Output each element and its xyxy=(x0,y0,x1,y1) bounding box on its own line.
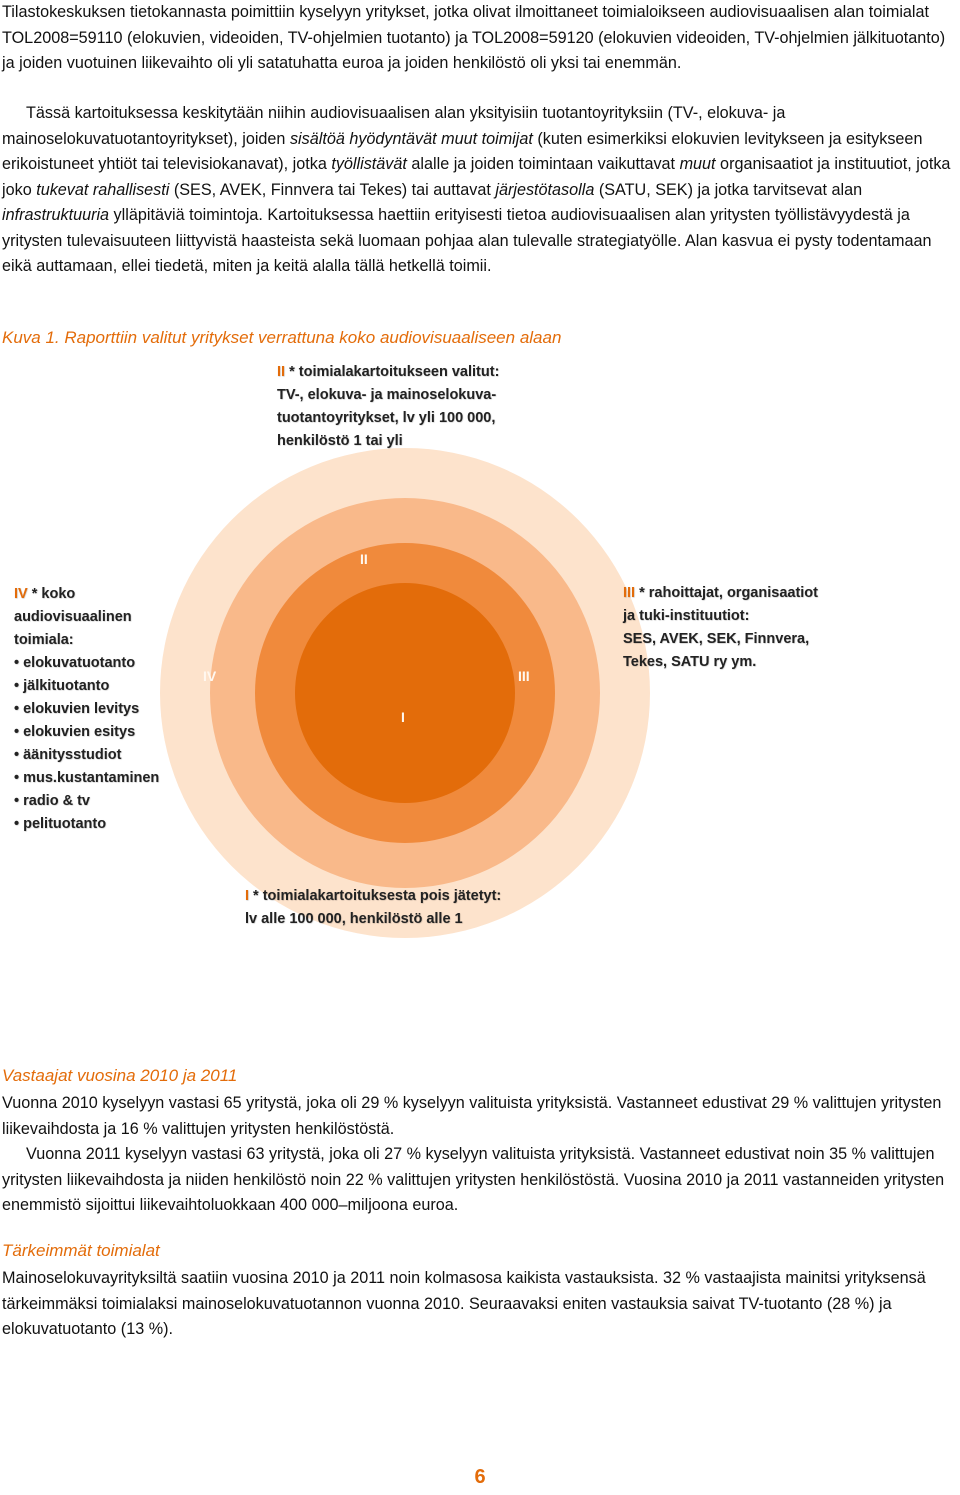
vastaajat-paragraph-1: Vuonna 2010 kyselyyn vastasi 65 yritystä, joka oli 29 % kyselyyn valituista yrityksistä. Vastanneet edustivat 29 % valittujen yritysten liikevaihdosta ja 16 % valittujen yritysten henkilöstöstä. xyxy=(2,1094,942,1138)
label-text: * toimialakartoituksesta pois jätetyt: xyxy=(249,888,502,904)
emphasis: järjestötasolla xyxy=(495,180,595,199)
label-i-line: lv alle 100 000, henkilöstö alle 1 xyxy=(245,911,463,927)
label-iii-line: SES, AVEK, SEK, Finnvera, xyxy=(623,631,810,647)
label-text: * koko xyxy=(27,586,76,602)
emphasis: työllistävät xyxy=(331,155,407,173)
label-iv-title xyxy=(14,583,159,606)
vastaajat-body xyxy=(2,1091,958,1219)
text-run: alalle ja joiden toimintaan vaikuttavat xyxy=(406,155,680,173)
emphasis: tukevat rahallisesti xyxy=(36,180,170,199)
label-text: * toimialakartoitukseen valitut: xyxy=(285,364,500,380)
list-item: • pelituotanto xyxy=(14,813,159,836)
figure-caption: Kuva 1. Raporttiin valitut yritykset verrattuna koko audiovisuaaliseen alaan xyxy=(2,328,562,347)
label-num: III xyxy=(623,585,636,601)
label-num: I xyxy=(245,888,250,904)
label-ii-line: tuotantoyritykset, lv yli 100 000, xyxy=(277,410,496,426)
ring-i xyxy=(295,583,515,803)
section-heading-toimialat: Tärkeimmät toimialat xyxy=(2,1241,160,1260)
text-run: (kuten esimerkiksi elokuvien levitykseen ja esitykseen erikoistuneet yhtiöt tai televisiokanavat), jotka xyxy=(2,129,923,173)
intro-paragraph-1: Tilastokeskuksen tietokannasta poimittiin kyselyyn yritykset, jotka olivat ilmoittaneet toimialoikseen audiovisuaalisen alan toimialat TOL2008=59110 (elokuvien, videoiden, TV-ohjelmien tuotanto) ja TOL2008=59120 (elokuvien videoiden, TV-ohjelmien jälkituotanto) ja joiden vuotuinen liikevaihto oli yli satatuhatta euroa ja joiden henkilöstö oli yksi tai enemmän. xyxy=(2,3,946,72)
ring-diagram xyxy=(0,355,960,945)
label-ii-line: henkilöstö 1 tai yli xyxy=(277,433,403,449)
label-num: IV xyxy=(14,586,28,602)
list-item: • jälkituotanto xyxy=(14,675,159,698)
ring-label-iv: IV xyxy=(203,668,217,684)
text-run: Tässä kartoituksessa keskitytään niihin audiovisuaalisen alan yksityisiin tuotantoyrityksiin (TV-, elokuva- ja mainoselokuvatuotantoyritykset), joiden xyxy=(2,104,786,148)
page-number: 6 xyxy=(474,1466,486,1488)
label-num: II xyxy=(277,364,286,380)
list-item: • äänitysstudiot xyxy=(14,744,159,767)
label-ii-title xyxy=(277,361,499,384)
vastaajat-paragraph-2: Vuonna 2011 kyselyyn vastasi 63 yritystä, joka oli 27 % kyselyyn valituista yrityksistä. Vastanneet edustivat noin 35 % valittujen yritysten liikevaihdosta ja niiden henkilöstö noin 22 % valittujen yritysten henkilöstöstä. Vuosina 2010 ja 2011 vastanneiden yritysten enemmistö sijoittui liikevaihtoluokkaan 400 000–miljoona euroa. xyxy=(2,1145,945,1214)
label-ii xyxy=(277,361,499,453)
intro-paragraph-2 xyxy=(2,101,958,280)
list-item: • radio & tv xyxy=(14,790,159,813)
label-iii xyxy=(623,582,818,674)
text-run: (SATU, SEK) ja jotka tarvitsevat alan xyxy=(594,180,863,199)
text-run: (SES, AVEK, Finnvera tai Tekes) tai auttavat xyxy=(169,180,496,199)
emphasis: sisältöä hyödyntävät muut toimijat xyxy=(289,129,533,148)
label-iv-line: audiovisuaalinen xyxy=(14,609,132,625)
label-ii-line: TV-, elokuva- ja mainoselokuva- xyxy=(277,387,497,403)
label-iii-title xyxy=(623,582,818,605)
list-item: • elokuvatuotanto xyxy=(14,652,159,675)
text-run: organisaatiot ja instituutiot, jotka joko xyxy=(2,155,951,199)
text-run: ylläpitäviä toimintoja. Kartoituksessa haettiin erityisesti tietoa audiovisuaalisen alan yritysten työllistävyydestä ja yritysten tulevaisuuteen liittyvistä haasteista sekä luomaan pohjaa alan tulevalle strategiatyölle. Alan kasvua ei pysty todentamaan eikä auttamaan, ellei tiedetä, miten ja keitä alalla tällä hetkellä toimii. xyxy=(2,206,932,275)
label-iv-line: toimiala: xyxy=(14,632,74,648)
label-iv-list xyxy=(14,652,159,836)
emphasis: muut xyxy=(679,155,716,173)
toimialat-paragraph: Mainoselokuvayrityksiltä saatiin vuosina 2010 ja 2011 noin kolmasosa kaikista vastauksista. 32 % vastaajista mainitsi yrityksensä tärkeimmäksi toimialaksi mainoselokuvatuotannon vuonna 2010. Seuraavaksi eniten vastauksia saivat TV-tuotanto (28 %) ja elokuvatuotanto (13 %). xyxy=(2,1269,926,1338)
ring-label-i: I xyxy=(401,709,405,725)
list-item: • elokuvien levitys xyxy=(14,698,159,721)
ring-label-iii: III xyxy=(518,668,530,684)
label-iii-line: ja tuki-instituutiot: xyxy=(623,608,750,624)
list-item: • mus.kustantaminen xyxy=(14,767,159,790)
ring-label-ii: II xyxy=(360,551,368,567)
label-i-title xyxy=(245,885,501,908)
list-item: • elokuvien esitys xyxy=(14,721,159,744)
section-heading-vastaajat: Vastaajat vuosina 2010 ja 2011 xyxy=(2,1066,238,1085)
label-iii-line: Tekes, SATU ry ym. xyxy=(623,654,757,670)
label-i xyxy=(245,885,501,931)
label-text: * rahoittajat, organisaatiot xyxy=(635,585,818,601)
label-iv xyxy=(14,583,159,836)
emphasis: infrastruktuuria xyxy=(2,206,110,224)
